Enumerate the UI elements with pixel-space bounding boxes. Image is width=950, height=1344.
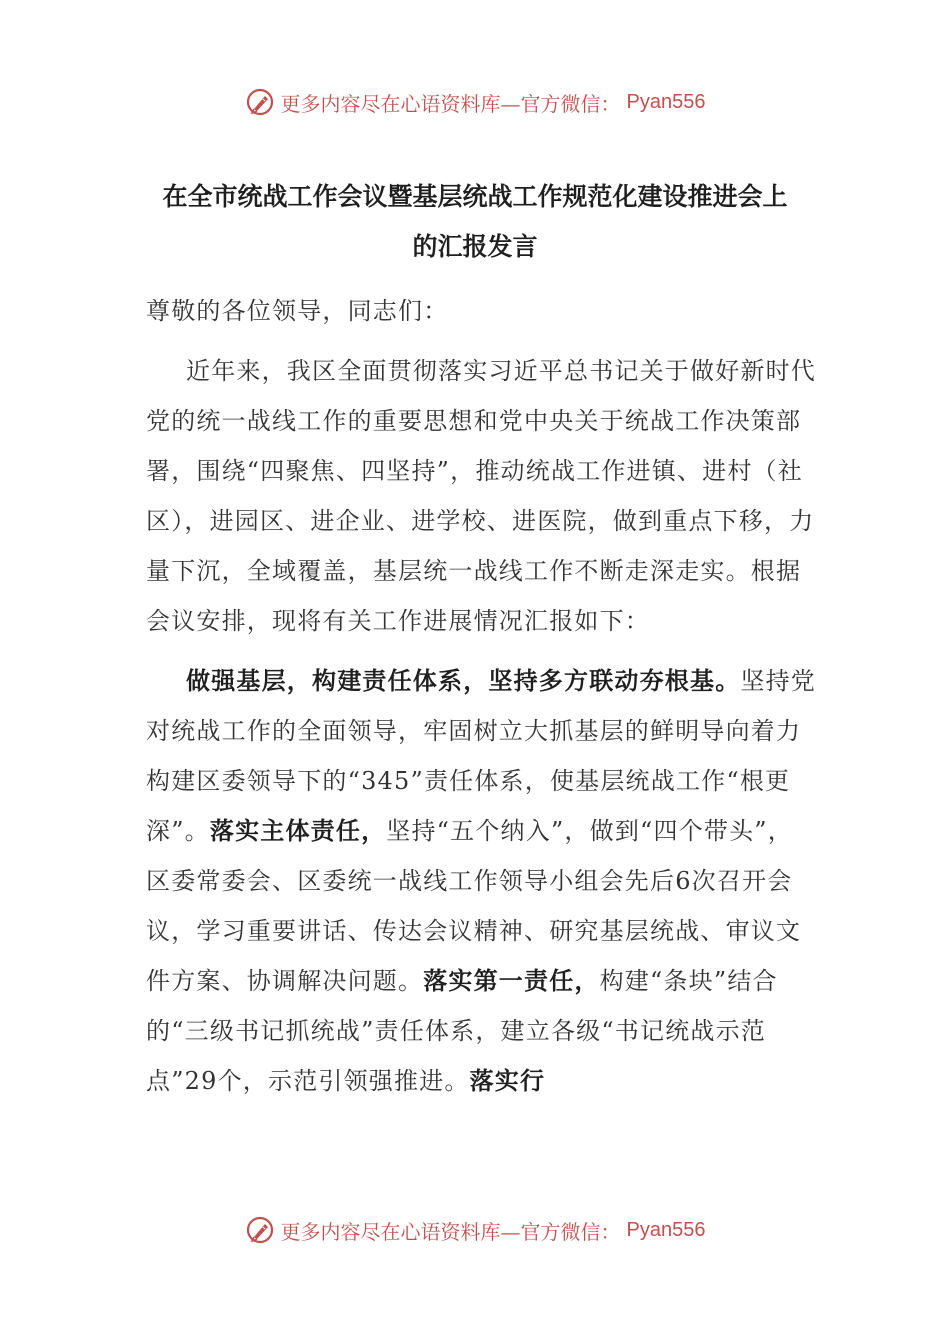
section-1-heading: 做强基层，构建责任体系，坚持多方联动夯根基。 xyxy=(186,666,741,695)
pen-nib-circle-icon xyxy=(245,87,275,117)
watermark-banner-top xyxy=(0,82,950,122)
document-title xyxy=(100,172,850,272)
salutation: 尊敬的各位领导，同志们： xyxy=(146,297,449,325)
title-line-1: 在全市统战工作会议暨基层统战工作规范化建设推进会上 xyxy=(162,182,788,211)
title-line-2: 的汇报发言 xyxy=(412,232,538,261)
section-1-subheading-2: 落实第一责任， xyxy=(423,966,600,995)
watermark-text: 更多内容尽在心语资料库—官方微信： xyxy=(280,91,621,116)
watermark-handle: Pyan556 xyxy=(626,90,706,113)
intro-paragraph: 近年来，我区全面贯彻落实习近平总书记关于做好新时代党的统一战线工作的重要思想和党中央关于统战工作决策部署，围绕“四聚焦、四坚持”，推动统战工作进镇、进村（社区），进园区、进企业、进学校、进医院，做到重点下移，力量下沉，全域覆盖，基层统一战线工作不断走深走实。根据会议安排，现将有关工作进展情况汇报如下： xyxy=(146,357,816,635)
section-1-subheading-1: 落实主体责任， xyxy=(209,816,387,845)
pen-nib-circle-icon xyxy=(245,1215,275,1245)
section-1-text-3: 构建“条块”结合的“三级书记抓统战”责任体系，建立各级“书记统战示范点”29个，示范引领强推进。 xyxy=(146,967,778,1095)
watermark-banner-bottom xyxy=(0,1210,950,1250)
section-1-subheading-3: 落实行 xyxy=(469,1066,546,1095)
section-1-text-2: 坚持“五个纳入”，做到“四个带头”，区委常委会、区委统一战线工作领导小组会先后6次召开会议，学习重要讲话、传达会议精神、研究基层统战、审议文件方案、协调解决问题。 xyxy=(146,817,802,995)
watermark-text: 更多内容尽在心语资料库—官方微信： xyxy=(280,1219,621,1244)
section-1-paragraph xyxy=(146,656,818,1106)
watermark-handle: Pyan556 xyxy=(626,1218,706,1241)
section-1-text-1: 坚持党对统战工作的全面领导，牢固树立大抓基层的鲜明导向着力构建区委领导下的“345”责任体系，使基层统战工作“根更深”。 xyxy=(146,667,817,845)
document-body xyxy=(146,286,818,1106)
